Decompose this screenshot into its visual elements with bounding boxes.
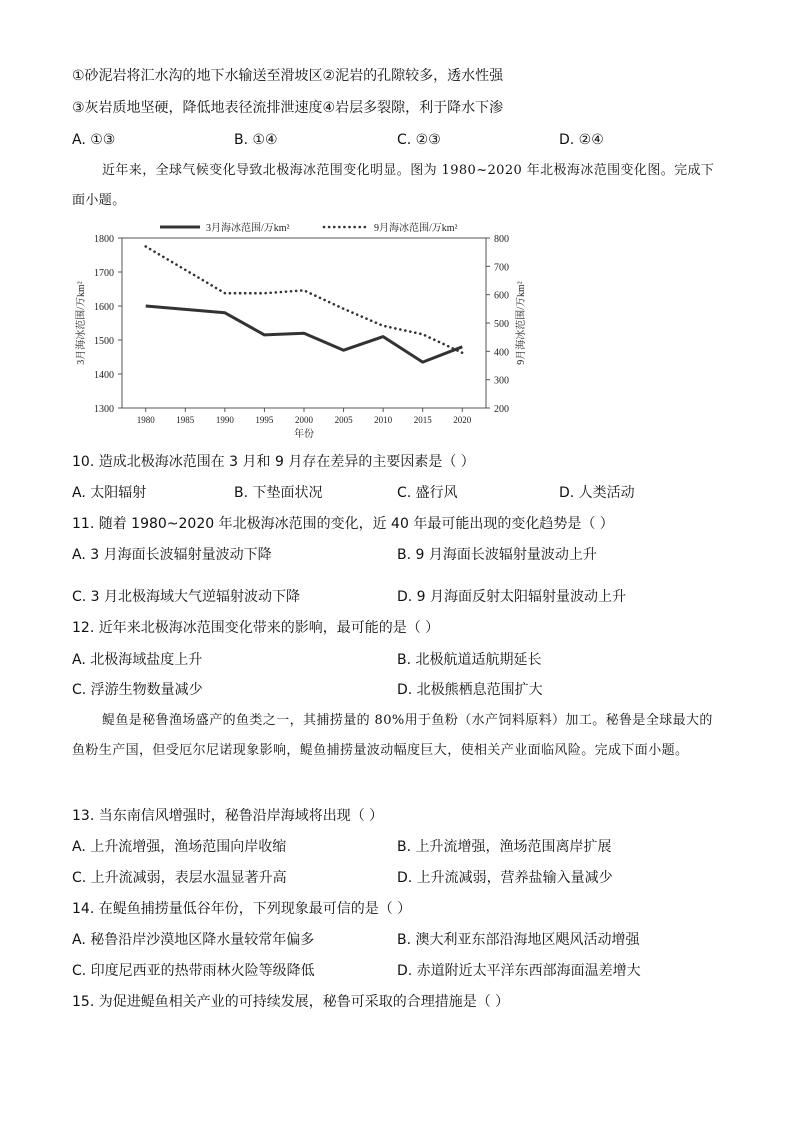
legend-september-label: 9月海冰范围/万km² xyxy=(374,223,458,234)
y-right-tick-label: 800 xyxy=(494,234,509,245)
legend-march-label: 3月海冰范围/万km² xyxy=(206,223,290,234)
y-right-tick-label: 200 xyxy=(494,404,509,415)
q14-option-c: C. 印度尼西亚的热带雨林火险等级降低 xyxy=(72,963,315,979)
y-right-tick-label: 300 xyxy=(494,375,509,387)
y-left-tick-label: 1400 xyxy=(94,370,114,381)
y-left-tick-label: 1600 xyxy=(94,302,114,313)
passage-anchovy-text: 鳀鱼是秘鲁渔场盛产的鱼类之一，其捕捞量的 80%用于鱼粉（水产饲料原料）加工。秘鲁是全球最大的鱼粉生产国，但受厄尔尼诺现象影响，鳀鱼捕捞量波动幅度巨大，使相关产业面临风险。完成下面小题。 xyxy=(72,713,713,758)
q11-stem: 11. 随着 1980~2020 年北极海冰范围的变化，近 40 年最可能出现的变化趋势是（ ） xyxy=(72,516,614,532)
q12-option-b: B. 北极航道适航期延长 xyxy=(397,652,542,668)
q10-option-d: D. 人类活动 xyxy=(559,485,635,501)
y-right-tick-label: 700 xyxy=(494,262,509,274)
q11-option-d: D. 9 月海面反射太阳辐射量波动上升 xyxy=(397,589,627,605)
x-tick-label: 1990 xyxy=(215,415,234,425)
x-tick-label: 1995 xyxy=(255,415,274,425)
x-tick-label: 2010 xyxy=(374,415,393,425)
q9-option-a: A. ①③ xyxy=(72,132,116,148)
passage-sea-ice xyxy=(72,156,722,216)
statement-line-1: ①砂泥岩将汇水沟的地下水输送至滑坡区②泥岩的孔隙较多，透水性强 xyxy=(72,68,504,84)
q13-option-b: B. 上升流增强，渔场范围离岸扩展 xyxy=(397,839,612,855)
passage-sea-ice-text: 近年来，全球气候变化导致北极海冰范围变化明显。图为 1980~2020 年北极海冰范围变化图。完成下面小题。 xyxy=(72,163,715,208)
q10-stem: 10. 造成北极海冰范围在 3 月和 9 月存在差异的主要因素是（ ） xyxy=(72,454,475,470)
q10-option-c: C. 盛行风 xyxy=(397,485,458,501)
q11-option-a: A. 3 月海面长波辐射量波动下降 xyxy=(72,547,272,563)
sea-ice-chart xyxy=(72,218,532,440)
september-series-line xyxy=(146,247,463,353)
y-left-axis-label: 3月海冰范围/万km² xyxy=(76,281,87,365)
x-axis-label: 年份 xyxy=(294,429,314,440)
march-series-line xyxy=(146,306,463,362)
y-right-tick-label: 500 xyxy=(494,319,509,330)
q11-option-b: B. 9 月海面长波辐射量波动上升 xyxy=(397,547,597,563)
y-right-axis-label: 9月海冰范围/万km² xyxy=(516,281,527,365)
x-tick-label: 2005 xyxy=(334,415,353,425)
q12-stem: 12. 近年来北极海冰范围变化带来的影响，最可能的是（ ） xyxy=(72,620,440,636)
x-tick-label: 1985 xyxy=(176,415,195,425)
q13-option-a: A. 上升流增强，渔场范围向岸收缩 xyxy=(72,839,287,855)
x-tick-label: 1980 xyxy=(136,415,155,425)
q9-option-d: D. ②④ xyxy=(559,132,604,148)
x-tick-label: 2000 xyxy=(295,415,313,425)
q13-option-c: C. 上升流减弱，表层水温显著升高 xyxy=(72,870,287,886)
q15-stem: 15. 为促进鳀鱼相关产业的可持续发展，秘鲁可采取的合理措施是（ ） xyxy=(72,994,510,1010)
y-right-tick-label: 600 xyxy=(494,290,509,302)
q14-option-b: B. 澳大利亚东部沿海地区飓风活动增强 xyxy=(397,932,640,948)
q14-option-d: D. 赤道附近太平洋东西部海面温差增大 xyxy=(397,963,641,979)
q9-option-b: B. ①④ xyxy=(234,132,278,148)
statement-line-2: ③灰岩质地坚硬，降低地表径流排泄速度④岩层多裂隙，利于降水下渗 xyxy=(72,100,504,116)
q10-option-b: B. 下垫面状况 xyxy=(234,485,323,501)
x-tick-label: 2015 xyxy=(413,415,432,425)
q11-option-c: C. 3 月北极海域大气逆辐射波动下降 xyxy=(72,589,301,605)
q13-option-d: D. 上升流减弱，营养盐输入量减少 xyxy=(397,870,613,886)
y-right-tick-label: 400 xyxy=(494,347,509,359)
q10-option-a: A. 太阳辐射 xyxy=(72,485,147,501)
y-left-tick-label: 1500 xyxy=(94,336,114,347)
passage-anchovy xyxy=(72,706,722,766)
x-tick-label: 2020 xyxy=(453,415,472,425)
q14-option-a: A. 秘鲁沿岸沙漠地区降水量较常年偏多 xyxy=(72,932,315,948)
y-left-tick-label: 1800 xyxy=(94,234,114,245)
q12-option-c: C. 浮游生物数量减少 xyxy=(72,682,203,698)
q9-option-c: C. ②③ xyxy=(397,132,441,148)
q13-stem: 13. 当东南信风增强时，秘鲁沿岸海域将出现（ ） xyxy=(72,808,384,824)
y-left-tick-label: 1300 xyxy=(94,404,114,415)
q14-stem: 14. 在鳀鱼捕捞量低谷年份，下列现象最可信的是（ ） xyxy=(72,901,412,917)
y-left-tick-label: 1700 xyxy=(94,268,114,279)
q12-option-d: D. 北极熊栖息范围扩大 xyxy=(397,682,543,698)
q12-option-a: A. 北极海域盐度上升 xyxy=(72,652,203,668)
